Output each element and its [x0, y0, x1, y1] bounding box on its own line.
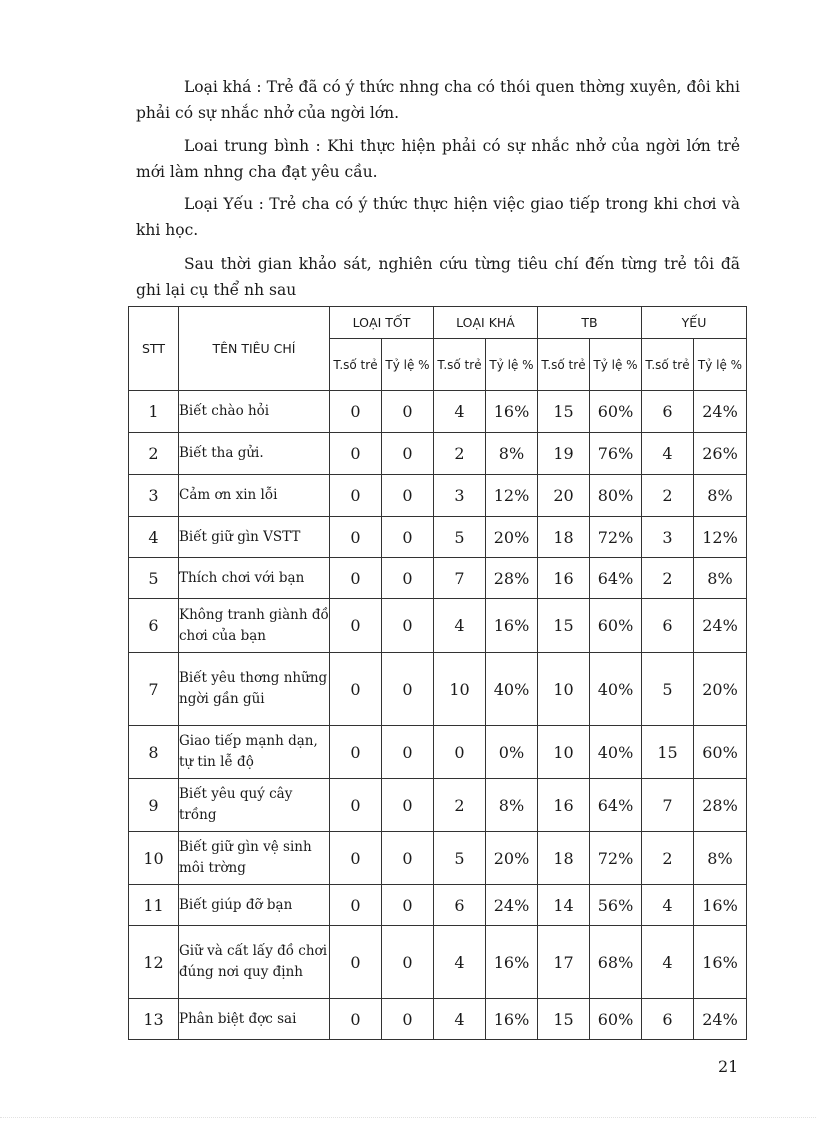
table-row [129, 653, 747, 726]
cell-good-p: 0 [382, 926, 434, 999]
paragraph-loai-kha: Loại khá : Trẻ đã có ý thức nhng cha có thói quen thờng xuyên, đôi khi phải có sự nhắc nhở của ngời lớn. [136, 78, 740, 122]
table-row [129, 926, 747, 999]
cell-good-n: 0 [330, 999, 382, 1040]
row-criterion-name: Không tranh giành đồ chơi của bạn [179, 599, 330, 653]
cell-weak-p: 28% [694, 779, 747, 832]
row-criterion-name: Biết chào hỏi [179, 391, 330, 433]
table-row [129, 517, 747, 558]
cell-avg-n: 18 [538, 517, 590, 558]
cell-weak-p: 8% [694, 832, 747, 885]
cell-weak-p: 20% [694, 653, 747, 726]
header-loai-tot: LOẠI TỐT [330, 307, 434, 339]
cell-weak-n: 7 [642, 779, 694, 832]
cell-fair-n: 3 [434, 475, 486, 517]
cell-good-n: 0 [330, 885, 382, 926]
cell-avg-p: 56% [590, 885, 642, 926]
cell-avg-n: 17 [538, 926, 590, 999]
footer-divider [0, 1117, 816, 1119]
cell-good-n: 0 [330, 653, 382, 726]
cell-weak-p: 26% [694, 433, 747, 475]
header-stt: STT [129, 307, 179, 391]
cell-good-p: 0 [382, 653, 434, 726]
row-criterion-name: Biết giữ gìn vệ sinh môi trờng [179, 832, 330, 885]
cell-fair-p: 8% [486, 779, 538, 832]
cell-weak-p: 60% [694, 726, 747, 779]
row-stt: 7 [129, 653, 179, 726]
cell-weak-n: 6 [642, 599, 694, 653]
table-row [129, 779, 747, 832]
cell-avg-p: 60% [590, 999, 642, 1040]
cell-good-p: 0 [382, 391, 434, 433]
cell-fair-p: 12% [486, 475, 538, 517]
cell-good-n: 0 [330, 599, 382, 653]
row-criterion-name: Cảm ơn xin lỗi [179, 475, 330, 517]
cell-weak-n: 4 [642, 885, 694, 926]
cell-avg-n: 16 [538, 779, 590, 832]
cell-fair-n: 10 [434, 653, 486, 726]
paragraph-loai-yeu: Loại Yếu : Trẻ cha có ý thức thực hiện việc giao tiếp trong khi chơi và khi học. [136, 195, 740, 239]
table-row [129, 832, 747, 885]
cell-avg-n: 10 [538, 653, 590, 726]
cell-fair-p: 16% [486, 926, 538, 999]
cell-avg-n: 15 [538, 391, 590, 433]
table-row [129, 558, 747, 599]
header-avg-rate: Tỷ lệ % [590, 339, 642, 391]
cell-good-p: 0 [382, 517, 434, 558]
cell-avg-n: 10 [538, 726, 590, 779]
cell-fair-p: 24% [486, 885, 538, 926]
header-yeu: YẾU [642, 307, 747, 339]
row-criterion-name: Biết tha gửi. [179, 433, 330, 475]
cell-fair-n: 6 [434, 885, 486, 926]
cell-avg-p: 60% [590, 599, 642, 653]
cell-avg-n: 14 [538, 885, 590, 926]
cell-avg-p: 76% [590, 433, 642, 475]
cell-weak-p: 12% [694, 517, 747, 558]
cell-fair-p: 16% [486, 599, 538, 653]
cell-avg-p: 40% [590, 726, 642, 779]
row-stt: 4 [129, 517, 179, 558]
header-good-rate: Tỷ lệ % [382, 339, 434, 391]
row-stt: 6 [129, 599, 179, 653]
cell-good-n: 0 [330, 475, 382, 517]
header-loai-kha: LOẠI KHÁ [434, 307, 538, 339]
cell-avg-p: 72% [590, 832, 642, 885]
table-row [129, 999, 747, 1040]
cell-fair-p: 40% [486, 653, 538, 726]
cell-weak-n: 4 [642, 433, 694, 475]
cell-avg-n: 15 [538, 999, 590, 1040]
paragraph-survey-intro: Sau thời gian khảo sát, nghiên cứu từng tiêu chí đến từng trẻ tôi đã ghi lại cụ thể nh sau [136, 255, 740, 299]
row-criterion-name: Biết yêu thơng những ngời gần gũi [179, 653, 330, 726]
cell-good-p: 0 [382, 599, 434, 653]
cell-fair-n: 5 [434, 832, 486, 885]
cell-weak-n: 6 [642, 391, 694, 433]
cell-good-n: 0 [330, 779, 382, 832]
cell-avg-n: 15 [538, 599, 590, 653]
cell-fair-n: 4 [434, 599, 486, 653]
cell-good-p: 0 [382, 475, 434, 517]
row-stt: 3 [129, 475, 179, 517]
row-criterion-name: Thích chơi với bạn [179, 558, 330, 599]
cell-fair-n: 4 [434, 926, 486, 999]
cell-avg-n: 18 [538, 832, 590, 885]
table-row [129, 885, 747, 926]
cell-weak-p: 24% [694, 599, 747, 653]
page-number: 21 [718, 1057, 739, 1076]
cell-avg-n: 16 [538, 558, 590, 599]
cell-good-n: 0 [330, 726, 382, 779]
cell-good-p: 0 [382, 999, 434, 1040]
cell-avg-p: 68% [590, 926, 642, 999]
header-avg-count: T.số trẻ [538, 339, 590, 391]
cell-weak-n: 2 [642, 832, 694, 885]
row-stt: 9 [129, 779, 179, 832]
cell-fair-n: 4 [434, 391, 486, 433]
row-criterion-name: Biết giúp đỡ bạn [179, 885, 330, 926]
cell-fair-p: 28% [486, 558, 538, 599]
table-row [129, 599, 747, 653]
cell-avg-p: 40% [590, 653, 642, 726]
row-stt: 13 [129, 999, 179, 1040]
row-stt: 2 [129, 433, 179, 475]
row-stt: 10 [129, 832, 179, 885]
cell-weak-p: 24% [694, 391, 747, 433]
table-header-row [129, 307, 747, 339]
row-criterion-name: Biết giữ gìn VSTT [179, 517, 330, 558]
header-name: TÊN TIÊU CHÍ [179, 307, 330, 391]
cell-fair-n: 2 [434, 779, 486, 832]
row-stt: 12 [129, 926, 179, 999]
cell-fair-n: 4 [434, 999, 486, 1040]
cell-avg-p: 72% [590, 517, 642, 558]
cell-avg-p: 64% [590, 558, 642, 599]
survey-results-table [128, 306, 747, 1040]
row-stt: 11 [129, 885, 179, 926]
table-row [129, 391, 747, 433]
cell-weak-n: 2 [642, 475, 694, 517]
cell-weak-p: 16% [694, 885, 747, 926]
cell-weak-n: 6 [642, 999, 694, 1040]
cell-weak-p: 8% [694, 475, 747, 517]
cell-avg-p: 64% [590, 779, 642, 832]
cell-avg-n: 20 [538, 475, 590, 517]
cell-weak-n: 2 [642, 558, 694, 599]
table-row [129, 726, 747, 779]
row-criterion-name: Giao tiếp mạnh dạn, tự tin lễ độ [179, 726, 330, 779]
cell-good-p: 0 [382, 885, 434, 926]
cell-avg-p: 60% [590, 391, 642, 433]
cell-avg-n: 19 [538, 433, 590, 475]
cell-good-p: 0 [382, 779, 434, 832]
table-row [129, 475, 747, 517]
cell-weak-n: 15 [642, 726, 694, 779]
cell-fair-p: 8% [486, 433, 538, 475]
cell-fair-n: 0 [434, 726, 486, 779]
header-weak-count: T.số trẻ [642, 339, 694, 391]
cell-fair-p: 16% [486, 999, 538, 1040]
row-stt: 1 [129, 391, 179, 433]
cell-fair-n: 2 [434, 433, 486, 475]
cell-avg-p: 80% [590, 475, 642, 517]
cell-good-p: 0 [382, 832, 434, 885]
header-tb: TB [538, 307, 642, 339]
table-row [129, 433, 747, 475]
cell-weak-p: 16% [694, 926, 747, 999]
cell-good-p: 0 [382, 726, 434, 779]
cell-weak-n: 3 [642, 517, 694, 558]
header-good-count: T.số trẻ [330, 339, 382, 391]
row-criterion-name: Biết yêu quý cây trồng [179, 779, 330, 832]
header-fair-rate: Tỷ lệ % [486, 339, 538, 391]
cell-good-n: 0 [330, 926, 382, 999]
cell-fair-n: 5 [434, 517, 486, 558]
cell-weak-p: 8% [694, 558, 747, 599]
cell-fair-n: 7 [434, 558, 486, 599]
cell-good-p: 0 [382, 433, 434, 475]
cell-fair-p: 0% [486, 726, 538, 779]
cell-good-p: 0 [382, 558, 434, 599]
paragraph-loai-trung-binh: Loai trung bình : Khi thực hiện phải có sự nhắc nhở của ngời lớn trẻ mới làm nhng cha đạt yêu cầu. [136, 137, 740, 181]
cell-weak-n: 5 [642, 653, 694, 726]
cell-fair-p: 16% [486, 391, 538, 433]
cell-fair-p: 20% [486, 832, 538, 885]
cell-good-n: 0 [330, 391, 382, 433]
cell-weak-p: 24% [694, 999, 747, 1040]
row-stt: 8 [129, 726, 179, 779]
cell-good-n: 0 [330, 558, 382, 599]
header-weak-rate: Tỷ lệ % [694, 339, 747, 391]
row-stt: 5 [129, 558, 179, 599]
cell-fair-p: 20% [486, 517, 538, 558]
header-fair-count: T.số trẻ [434, 339, 486, 391]
cell-good-n: 0 [330, 832, 382, 885]
row-criterion-name: Phân biệt đợc sai [179, 999, 330, 1040]
cell-weak-n: 4 [642, 926, 694, 999]
cell-good-n: 0 [330, 433, 382, 475]
row-criterion-name: Giữ và cất lấy đồ chơi đúng nơi quy định [179, 926, 330, 999]
cell-good-n: 0 [330, 517, 382, 558]
